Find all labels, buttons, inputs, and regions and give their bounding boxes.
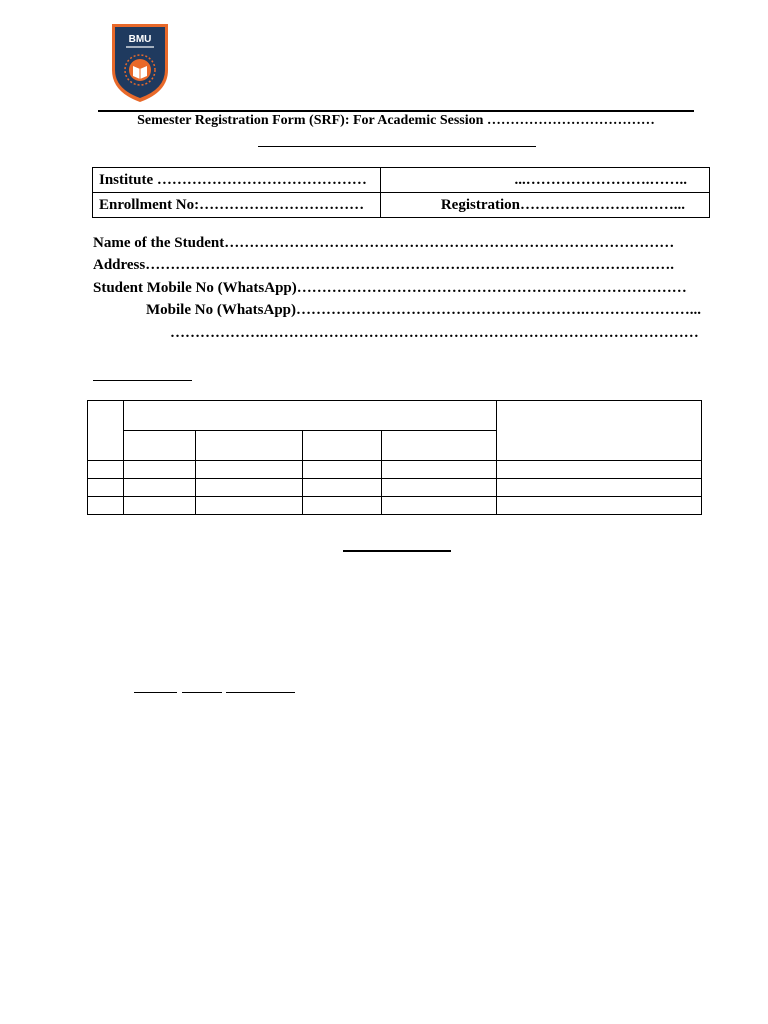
registration-field[interactable]: Registration…………………….……...	[381, 193, 710, 218]
table-cell[interactable]	[303, 461, 382, 479]
table-cell[interactable]	[124, 497, 196, 515]
section-heading-underline	[93, 380, 192, 381]
institute-right-field[interactable]: ...…………………….……..	[381, 168, 710, 193]
table-cell[interactable]	[497, 461, 702, 479]
institute-info-table	[92, 167, 710, 218]
table-cell	[88, 401, 124, 461]
enrollment-field[interactable]: Enrollment No:……………………………	[93, 193, 381, 218]
table-cell[interactable]	[88, 497, 124, 515]
table-cell	[497, 401, 702, 461]
table-row	[88, 461, 702, 479]
extra-line-field[interactable]: ……………….……………………………………………………………………………	[170, 325, 699, 341]
table-cell	[124, 431, 196, 461]
signature-line	[182, 692, 222, 693]
table-cell[interactable]	[124, 461, 196, 479]
section-heading-underline	[343, 550, 451, 552]
table-cell[interactable]	[303, 497, 382, 515]
table-cell	[303, 431, 382, 461]
table-cell[interactable]	[382, 461, 497, 479]
table-cell[interactable]	[382, 479, 497, 497]
form-title: Semester Registration Form (SRF): For Academic Session ………………………………	[137, 113, 655, 128]
institute-field[interactable]: Institute ……………………………………	[93, 168, 381, 193]
table-row	[88, 479, 702, 497]
table-cell[interactable]	[196, 497, 303, 515]
table-cell	[196, 431, 303, 461]
title-underline	[258, 146, 536, 147]
course-table	[87, 400, 702, 515]
table-cell[interactable]	[88, 461, 124, 479]
table-row	[88, 497, 702, 515]
table-cell[interactable]	[303, 479, 382, 497]
table-cell	[382, 431, 497, 461]
table-cell[interactable]	[124, 479, 196, 497]
table-cell[interactable]	[497, 497, 702, 515]
student-mobile-field[interactable]: Student Mobile No (WhatsApp)……………………………………………………………………	[93, 280, 687, 296]
table-cell[interactable]	[196, 479, 303, 497]
signature-line	[134, 692, 177, 693]
table-cell[interactable]	[88, 479, 124, 497]
logo-text: BMU	[128, 34, 152, 45]
table-row	[93, 168, 710, 193]
mobile-field[interactable]: Mobile No (WhatsApp)………………………………………………….…………………...	[146, 302, 702, 318]
table-cell[interactable]	[382, 497, 497, 515]
table-cell[interactable]	[196, 461, 303, 479]
table-cell[interactable]	[497, 479, 702, 497]
signature-line	[226, 692, 295, 693]
address-field[interactable]: Address…………………………………………………………………………………………….	[93, 257, 674, 273]
table-header-row	[88, 401, 702, 431]
student-name-field[interactable]: Name of the Student………………………………………………………………………………	[93, 235, 675, 251]
table-cell	[124, 401, 497, 431]
header-rule	[98, 110, 694, 112]
university-logo	[108, 20, 172, 104]
table-row	[93, 193, 710, 218]
